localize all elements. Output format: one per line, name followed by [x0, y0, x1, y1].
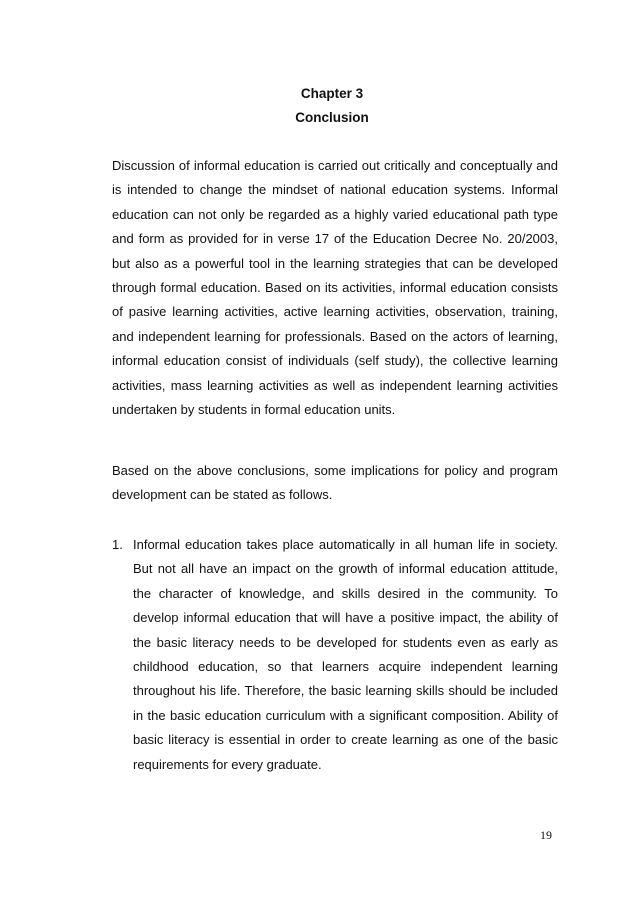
- list-item-number: 1.: [112, 537, 123, 552]
- page-title: Conclusion: [295, 110, 369, 125]
- list-item-text: Informal education takes place automatically in all human life in society. But not all have an impact on the growth of informal education attitude, the character of knowledge, and skills desired in the community. To develop informal education that will have a positive impact, the ability of the basic literacy needs to be developed for students even as early as childhood education, so that learners acquire independent learning throughout his life. Therefore, the basic learning skills should be included in the basic education curriculum with a significant composition. Ability of basic literacy is essential in order to create learning as one of the basic requirements for every graduate.: [133, 537, 558, 772]
- paragraph: Discussion of informal education is carried out critically and conceptually and is intended to change the mindset of national education systems. Informal education can not only be regarded as a highly varied educational path type and form as provided for in verse 17 of the Education Decree No. 20/2003, but also as a powerful tool in the learning strategies that can be developed through formal education. Based on its activities, informal education consists of pasive learning activities, active learning activities, observation, training, and independent learning for professionals. Based on the actors of learning, informal education consist of individuals (self study), the collective learning activities, mass learning activities as well as independent learning activities undertaken by students in formal education units.: [112, 158, 558, 418]
- paragraph: Based on the above conclusions, some implications for policy and program development can be stated as follows.: [112, 463, 558, 503]
- chapter-label: Chapter 3: [300, 86, 364, 101]
- list-item: [112, 533, 558, 777]
- page-number: 19: [540, 828, 552, 842]
